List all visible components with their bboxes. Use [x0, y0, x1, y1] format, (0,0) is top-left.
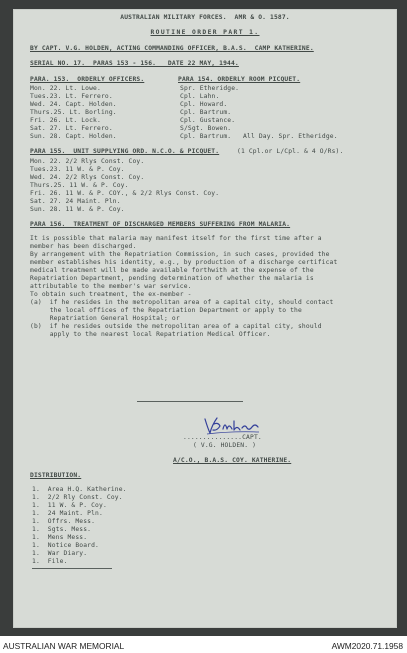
- orderly-officer-row: Mon. 22. Lt. Lowe.: [30, 85, 101, 92]
- para-156-line: the local offices of the Repatriation Department or apply to the: [30, 307, 302, 314]
- picquet-row: Cpl. Howard.: [180, 101, 228, 108]
- distribution-end-rule: [32, 568, 112, 569]
- unit-supply-row: Tues.23. 11 W. & P. Coy.: [30, 166, 125, 173]
- signatory-name: ( V.G. HOLDEN. ): [193, 442, 257, 449]
- para-156-line: attributable to the member's war service.: [30, 283, 192, 290]
- para-156-line: By arrangement with the Repatriation Commission, in such cases, provided the: [30, 251, 330, 258]
- footer-archive-label: AUSTRALIAN WAR MEMORIAL: [3, 641, 125, 651]
- para-156-line: medical treatment will be made available forthwith at the expense of the: [30, 267, 314, 274]
- distribution-row: 1. Area H.Q. Katherine.: [32, 486, 127, 493]
- distribution-row: 1. File.: [32, 558, 68, 565]
- distribution-row: 1. Mens Mess.: [32, 534, 88, 541]
- unit-supply-row: Sat. 27. 24 Maint. Pln.: [30, 198, 121, 205]
- para-153-heading: PARA. 153. ORDERLY OFFICERS.: [30, 76, 145, 83]
- picquet-row: Cpl. Bartrum.: [180, 109, 232, 116]
- para-154-heading: PARA 154. ORDERLY ROOM PICQUET.: [178, 76, 301, 83]
- distribution-row: 1. 24 Maint. Pln.: [32, 510, 103, 517]
- para-156-line: member has been discharged.: [30, 243, 137, 250]
- unit-supply-row: Mon. 22. 2/2 Rlys Const. Coy.: [30, 158, 145, 165]
- routine-order-document: [13, 9, 397, 628]
- distribution-row: 1. Sgts. Mess.: [32, 526, 92, 533]
- document-title: AUSTRALIAN MILITARY FORCES. AMR & O. 1587.: [120, 14, 290, 21]
- picquet-row: Cpl. Lahn.: [180, 93, 220, 100]
- para-156-heading: PARA 156. TREATMENT OF DISCHARGED MEMBERS SUFFERING FROM MALARIA.: [30, 221, 291, 228]
- para-155-heading-tail: (1 Cpl.or L/Cpl. & 4 O/Rs).: [237, 148, 344, 155]
- serial-date-line: SERIAL NO. 17. PARAS 153 - 156. DATE 22 MAY, 1944.: [30, 60, 239, 67]
- para-156-line: member establishes his identity, e.g., by production of a discharge certificat: [30, 259, 338, 266]
- document-subtitle: ROUTINE ORDER PART 1.: [150, 29, 260, 36]
- para-156-line: (b) if he resides outside the metropolitan area of a capital city, should: [30, 323, 322, 330]
- distribution-row: 1. 11 W. & P. Coy.: [32, 502, 107, 509]
- document-page: [13, 9, 397, 628]
- picquet-row: Spr. Etheridge.: [180, 85, 240, 92]
- separator-rule: [137, 401, 243, 402]
- signatory-title: A/C.O., B.A.S. COY. KATHERINE.: [173, 457, 292, 464]
- distribution-row: 1. Notice Board.: [32, 542, 99, 549]
- picquet-row: S/Sgt. Bowen.: [180, 125, 232, 132]
- unit-supply-row: Wed. 24. 2/2 Rlys Const. Coy.: [30, 174, 145, 181]
- para-156-line: It is possible that malaria may manifest itself for the first time after a: [30, 235, 322, 242]
- signature-dots-capt: ...............CAPT.: [183, 434, 262, 441]
- distribution-row: 1. Offrs. Mess.: [32, 518, 96, 525]
- picquet-row: Cpl. Gustance.: [180, 117, 236, 124]
- para-155-heading: PARA 155. UNIT SUPPLYING ORD. N.C.O. & PICQUET.: [30, 148, 220, 155]
- para-156-line: (a) if he resides in the metropolitan area of a capital city, should contact: [30, 299, 334, 306]
- distribution-heading: DISTRIBUTION.: [30, 472, 82, 479]
- footer-reference-number: AWM2020.71.1958: [331, 641, 403, 651]
- orderly-officer-row: Sun. 28. Capt. Holden.: [30, 133, 117, 140]
- orderly-officer-row: Wed. 24. Capt. Holden.: [30, 101, 117, 108]
- unit-supply-row: Thurs.25. 11 W. & P. Coy.: [30, 182, 129, 189]
- unit-supply-row: Sun. 28. 11 W. & P. Coy.: [30, 206, 125, 213]
- para-156-line: Repatriation Department, pending determination of whether the malaria is: [30, 275, 314, 282]
- distribution-row: 1. War Diary.: [32, 550, 88, 557]
- orderly-officer-row: Sat. 27. Lt. Ferrero.: [30, 125, 113, 132]
- orderly-officer-row: Fri. 26. Lt. Lock.: [30, 117, 101, 124]
- para-156-line: To obtain such treatment, the ex-member -: [30, 291, 192, 298]
- distribution-row: 1. 2/2 Rly Const. Coy.: [32, 494, 123, 501]
- issuing-officer-line: BY CAPT. V.G. HOLDEN, ACTING COMMANDING OFFICER, B.A.S. CAMP KATHERINE.: [30, 45, 314, 52]
- orderly-officer-row: Thurs.25. Lt. Borling.: [30, 109, 117, 116]
- unit-supply-row: Fri. 26. 11 W. & P. COY., & 2/2 Rlys Const. Coy.: [30, 190, 220, 197]
- picquet-row: Cpl. Bartrum. All Day. Spr. Etheridge.: [180, 133, 338, 140]
- para-156-line: apply to the nearest local Repatriation Medical Officer.: [30, 331, 271, 338]
- orderly-officer-row: Tues.23. Lt. Ferrero.: [30, 93, 113, 100]
- para-156-line: Repatriation General Hospital; or: [30, 315, 180, 322]
